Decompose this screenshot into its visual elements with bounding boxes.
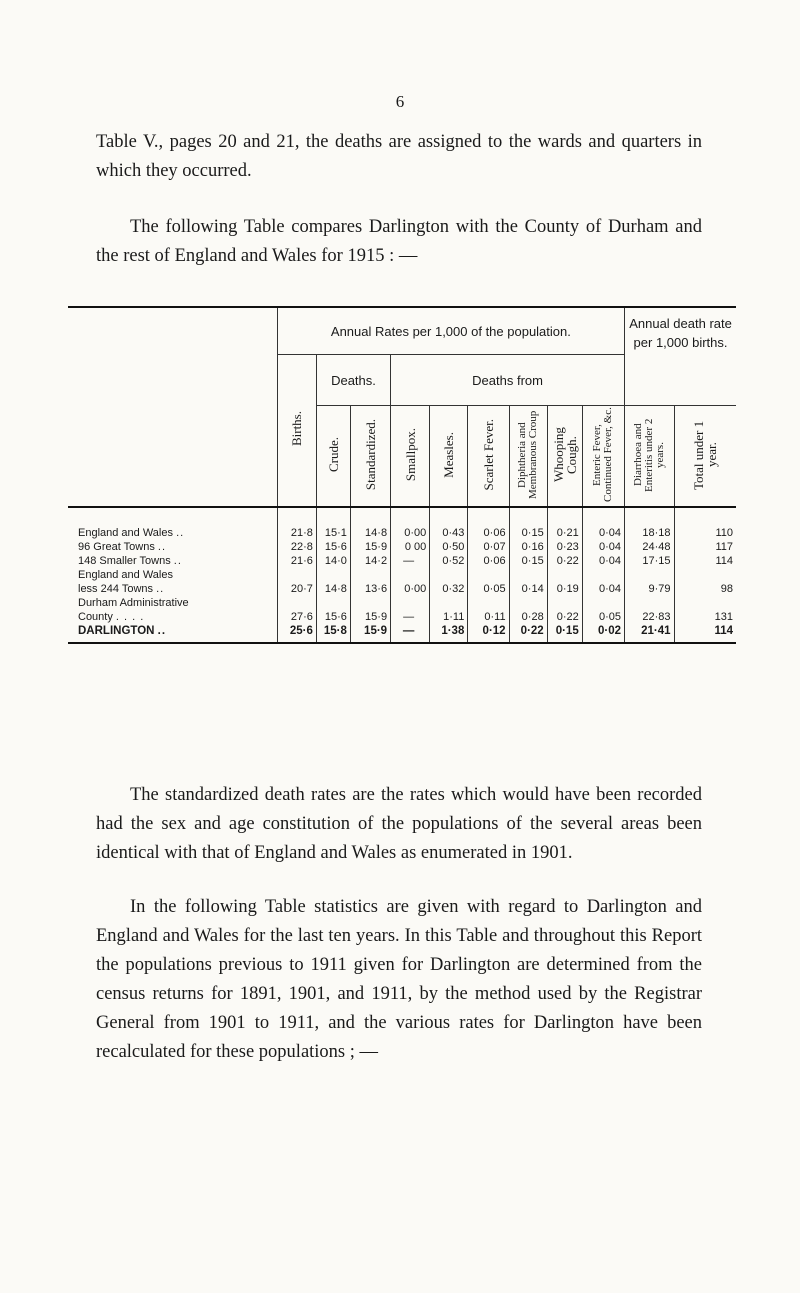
crude-cell: 14·8 <box>316 568 350 596</box>
scarlet-fever-cell: 0·12 <box>468 624 509 642</box>
smallpox-cell: — <box>391 554 430 568</box>
diphtheria-cell: 0·22 <box>509 624 547 642</box>
deaths-header: Deaths. <box>316 355 390 406</box>
crude-cell: 14·0 <box>316 554 350 568</box>
births-cell: 25·6 <box>277 624 316 642</box>
standardized-header-label: Standardized. <box>362 418 378 491</box>
enteric-fever-header-label: Enteric Fever, Continued Fever, &c. <box>591 407 615 502</box>
comparison-table <box>68 306 736 644</box>
whooping-cough-cell: 0·22 <box>547 596 582 624</box>
measles-cell: 0·52 <box>430 554 468 568</box>
diphtheria-cell: 0·15 <box>509 554 547 568</box>
births-cell: 21·6 <box>277 554 316 568</box>
diphtheria-cell: 0·14 <box>509 568 547 596</box>
enteric-fever-cell: 0·04 <box>582 568 624 596</box>
crude-header <box>316 406 350 508</box>
paragraph-standardized-explanation: The standardized death rates are the rates which would have been recorded had the sex and age constitution of the populations of the several areas been identical with that of England and Wales as enumerated in 1901. <box>96 785 702 863</box>
births-cell: 22·8 <box>277 540 316 554</box>
crude-cell: 15·6 <box>316 596 350 624</box>
smallpox-header-label: Smallpox. <box>402 427 418 482</box>
table-row-darlington <box>68 624 736 642</box>
whooping-cough-cell: 0·22 <box>547 554 582 568</box>
scarlet-fever-header-label: Scarlet Fever. <box>480 418 496 491</box>
diphtheria-cell: 0·16 <box>509 540 547 554</box>
rates-table <box>68 308 736 642</box>
whooping-cough-cell: 0·15 <box>547 624 582 642</box>
births-header <box>277 355 316 508</box>
row-label-header <box>68 308 277 507</box>
standardized-cell: 13·6 <box>350 568 390 596</box>
smallpox-cell: — <box>391 596 430 624</box>
diarrhoea-cell: 22·83 <box>625 596 674 624</box>
total-under-1-cell: 114 <box>674 554 736 568</box>
smallpox-cell: 0 00 <box>391 540 430 554</box>
table-row <box>68 568 736 596</box>
smallpox-cell: 0·00 <box>391 526 430 540</box>
scarlet-fever-cell: 0·11 <box>468 596 509 624</box>
measles-header <box>430 406 468 508</box>
page-number: 6 <box>395 92 405 111</box>
diarrhoea-cell: 21·41 <box>625 624 674 642</box>
paragraph-ten-year-intro: In the following Table statistics are given with regard to Darlington and England and Wales for the last ten years. In this Table and throughout this Report the populations previous to 1911 given for Darlington are determined from the census returns for 1891, 1901, and 1911, by the method used by the Registrar General from 1901 to 1911, and the various rates for Darlington have been recalculated for these populations ; — <box>96 897 702 1062</box>
standardized-cell: 15·9 <box>350 596 390 624</box>
enteric-fever-cell: 0·05 <box>582 596 624 624</box>
births-cell: 20·7 <box>277 568 316 596</box>
total-under-1-cell: 131 <box>674 596 736 624</box>
whooping-cough-cell: 0·19 <box>547 568 582 596</box>
smallpox-cell: — <box>391 624 430 642</box>
row-label: Durham Administrative County . . . . <box>78 597 189 623</box>
whooping-cough-cell: 0·21 <box>547 526 582 540</box>
total-under-1-cell: 114 <box>674 624 736 642</box>
births-cell: 21·8 <box>277 526 316 540</box>
scarlet-fever-cell: 0·07 <box>468 540 509 554</box>
table-header-rule <box>68 507 736 526</box>
measles-cell: 0·32 <box>430 568 468 596</box>
diarrhoea-cell: 24·48 <box>625 540 674 554</box>
row-label: England and Wales .. <box>78 527 185 539</box>
table-bottom-rule <box>68 642 736 644</box>
standardized-cell: 14·8 <box>350 526 390 540</box>
scarlet-fever-cell: 0·06 <box>468 526 509 540</box>
enteric-fever-cell: 0·04 <box>582 554 624 568</box>
enteric-fever-cell: 0·04 <box>582 540 624 554</box>
crude-cell: 15·1 <box>316 526 350 540</box>
standardized-cell: 15·9 <box>350 540 390 554</box>
smallpox-header <box>391 406 430 508</box>
whooping-cough-header-label: Whooping Cough. <box>550 427 579 482</box>
whooping-cough-header <box>547 406 582 508</box>
crude-cell: 15·8 <box>316 624 350 642</box>
annual-death-rate-header: Annual death rate per 1,000 births. <box>625 308 736 406</box>
diarrhoea-header-label: Diarrhoea and Enteritis under 2 years. <box>631 417 666 492</box>
row-label: 96 Great Towns .. <box>78 541 167 553</box>
table-row <box>68 596 736 624</box>
crude-header-label: Crude. <box>325 436 341 473</box>
whooping-cough-cell: 0·23 <box>547 540 582 554</box>
row-label: 148 Smaller Towns .. <box>78 555 182 567</box>
enteric-fever-cell: 0·02 <box>582 624 624 642</box>
row-label: England and Wales less 244 Towns .. <box>78 569 173 595</box>
measles-cell: 1·11 <box>430 596 468 624</box>
diphtheria-cell: 0·28 <box>509 596 547 624</box>
paragraph-table-v-note: Table V., pages 20 and 21, the deaths are assigned to the wards and quarters in which they occurred. <box>96 132 702 181</box>
table-row <box>68 554 736 568</box>
enteric-fever-header <box>582 406 624 508</box>
births-cell: 27·6 <box>277 596 316 624</box>
diarrhoea-header <box>625 406 674 508</box>
paragraph-comparison-intro: The following Table compares Darlington with the County of Durham and the rest of England and Wales for 1915 : — <box>96 217 702 266</box>
births-header-label: Births. <box>289 411 305 447</box>
standardized-cell: 15·9 <box>350 624 390 642</box>
measles-cell: 1·38 <box>430 624 468 642</box>
total-under-1-cell: 98 <box>674 568 736 596</box>
standardized-header <box>350 406 390 508</box>
scarlet-fever-header <box>468 406 509 508</box>
table-row <box>68 526 736 540</box>
table-body <box>68 507 736 642</box>
crude-cell: 15·6 <box>316 540 350 554</box>
diphtheria-header <box>509 406 547 508</box>
diphtheria-cell: 0·15 <box>509 526 547 540</box>
table-row <box>68 540 736 554</box>
smallpox-cell: 0·00 <box>391 568 430 596</box>
diphtheria-header-label: Diphtheria and Membranous Croup <box>516 410 540 499</box>
standardized-cell: 14·2 <box>350 554 390 568</box>
scarlet-fever-cell: 0·06 <box>468 554 509 568</box>
total-under-1-cell: 117 <box>674 540 736 554</box>
enteric-fever-cell: 0·04 <box>582 526 624 540</box>
total-under-1-header-label: Total under 1 year. <box>691 419 720 490</box>
scarlet-fever-cell: 0·05 <box>468 568 509 596</box>
measles-cell: 0·43 <box>430 526 468 540</box>
diarrhoea-cell: 17·15 <box>625 554 674 568</box>
total-under-1-header <box>674 406 736 508</box>
total-under-1-cell: 110 <box>674 526 736 540</box>
measles-header-label: Measles. <box>441 431 457 478</box>
diarrhoea-cell: 18·18 <box>625 526 674 540</box>
row-label: DARLINGTON .. <box>78 625 167 637</box>
diarrhoea-cell: 9·79 <box>625 568 674 596</box>
group-header: Annual Rates per 1,000 of the population. <box>277 308 624 355</box>
measles-cell: 0·50 <box>430 540 468 554</box>
deaths-from-header: Deaths from <box>391 355 625 406</box>
